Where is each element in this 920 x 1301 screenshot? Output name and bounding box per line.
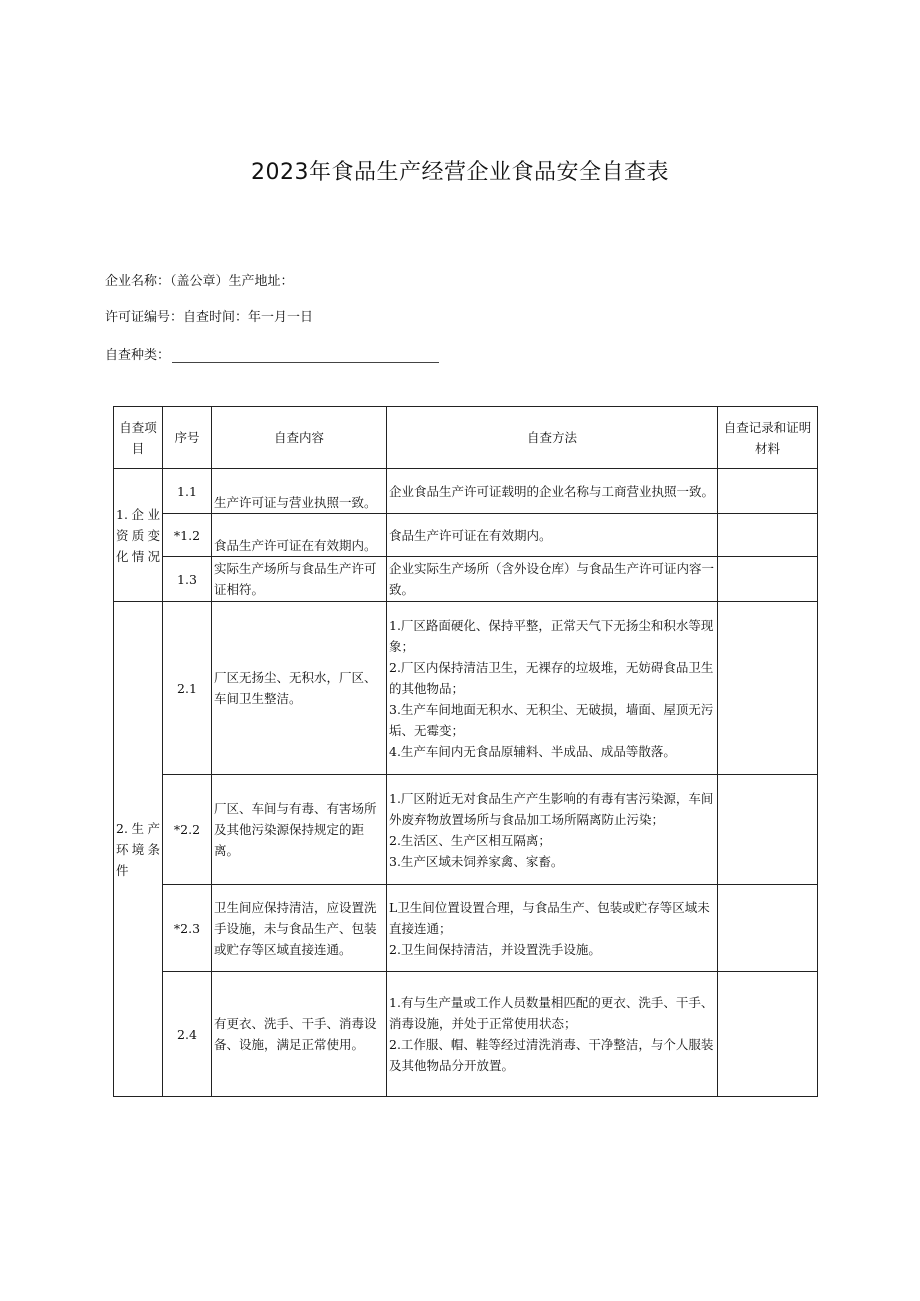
row-record[interactable] — [718, 514, 818, 557]
row-method — [387, 602, 718, 775]
row-content: 食品生产许可证在有效期内。 — [212, 514, 387, 557]
row-seq: 1.1 — [163, 469, 212, 514]
method-line: 1.有与生产量或工作人员数量相匹配的更衣、洗手、干手、消毒设施，并处于正常使用状态； — [389, 995, 714, 1031]
group-item-label: 1.企业资质变化情况 — [114, 469, 163, 602]
row-record[interactable] — [718, 557, 818, 602]
row-content: 有更衣、洗手、干手、消毒设备、设施，满足正常使用。 — [212, 972, 387, 1097]
row-seq: 2.4 — [163, 972, 212, 1097]
row-method — [387, 885, 718, 972]
self-inspection-table — [113, 406, 818, 1097]
method-line: L卫生间位置设置合理，与食品生产、包装或贮存等区域未直接连通； — [389, 899, 710, 936]
header-method: 自查方法 — [387, 407, 718, 469]
inspection-type-label: 自查种类： — [105, 348, 171, 363]
row-method — [387, 775, 718, 885]
method-line: 2.厂区内保持清洁卫生，无裸存的垃圾堆，无妨碍食品卫生的其他物品； — [389, 659, 714, 696]
row-method — [387, 514, 718, 557]
method-line: 1.厂区路面硬化、保持平整，正常天气下无扬尘和积水等现象； — [389, 617, 714, 654]
row-record[interactable] — [718, 602, 818, 775]
header-item: 自查项目 — [114, 407, 163, 469]
row-method — [387, 469, 718, 514]
row-record[interactable] — [718, 972, 818, 1097]
method-line: 2.工作服、帽、鞋等经过清洗消毒、干净整洁，与个人服装及其他物品分开放置。 — [389, 1037, 714, 1073]
method-line: 企业食品生产许可证载明的企业名称与工商营业执照一致。 — [389, 483, 715, 499]
row-seq: 2.1 — [163, 602, 212, 775]
row-content: 厂区、车间与有毒、有害场所及其他污染源保持规定的距离。 — [212, 775, 387, 885]
method-line: 1.厂区附近无对食品生产产生影响的有毒有害污染源，车间外废弃物放置场所与食品加工场所隔离防止污染； — [389, 790, 714, 827]
method-line: 3.生产车间地面无积水、无积尘、无破损，墙面、屋顶无污垢、无霉变； — [389, 701, 714, 738]
page-title: 2023年食品生产经营企业食品安全自查表 — [251, 160, 669, 185]
header-seq: 序号 — [163, 407, 212, 469]
table-row — [114, 885, 818, 972]
method-line: 食品生产许可证在有效期内。 — [389, 527, 552, 543]
method-line: 企业实际生产场所（含外设仓库）与食品生产许可证内容一致。 — [389, 561, 715, 597]
method-line: 2.生活区、生产区相互隔离； — [389, 832, 551, 848]
row-content: 生产许可证与营业执照一致。 — [212, 469, 387, 514]
row-seq: *2.3 — [163, 885, 212, 972]
license-info-line: 许可证编号：自查时间：年一月一日 — [105, 310, 314, 325]
header-content: 自查内容 — [212, 407, 387, 469]
group-item-label: 2.生产环境条件 — [114, 602, 163, 1097]
row-method — [387, 972, 718, 1097]
company-info-line: 企业名称：（盖公章）生产地址： — [105, 274, 294, 289]
header-record: 自查记录和证明材料 — [718, 407, 818, 469]
table-row — [114, 602, 818, 775]
row-seq: *2.2 — [163, 775, 212, 885]
method-line: 2.卫生间保持清洁，并设置洗手设施。 — [389, 941, 601, 957]
row-content: 实际生产场所与食品生产许可证相符。 — [212, 557, 387, 602]
inspection-type-line — [105, 344, 439, 363]
table-row — [114, 972, 818, 1097]
row-content: 卫生间应保持清洁，应设置洗手设施，未与食品生产、包装或贮存等区域直接连通。 — [212, 885, 387, 972]
table-header-row — [114, 407, 818, 469]
row-seq: 1.3 — [163, 557, 212, 602]
row-record[interactable] — [718, 775, 818, 885]
inspection-type-blank[interactable] — [172, 350, 439, 363]
row-content: 厂区无扬尘、无积水，厂区、车间卫生整洁。 — [212, 602, 387, 775]
table-row — [114, 514, 818, 557]
row-record[interactable] — [718, 885, 818, 972]
table-row — [114, 775, 818, 885]
row-seq: *1.2 — [163, 514, 212, 557]
method-line: 3.生产区域未饲养家禽、家畜。 — [389, 853, 564, 869]
table-row — [114, 557, 818, 602]
row-method — [387, 557, 718, 602]
method-line: 4.生产车间内无食品原辅料、半成品、成品等散落。 — [389, 743, 676, 759]
table-row — [114, 469, 818, 514]
row-record[interactable] — [718, 469, 818, 514]
